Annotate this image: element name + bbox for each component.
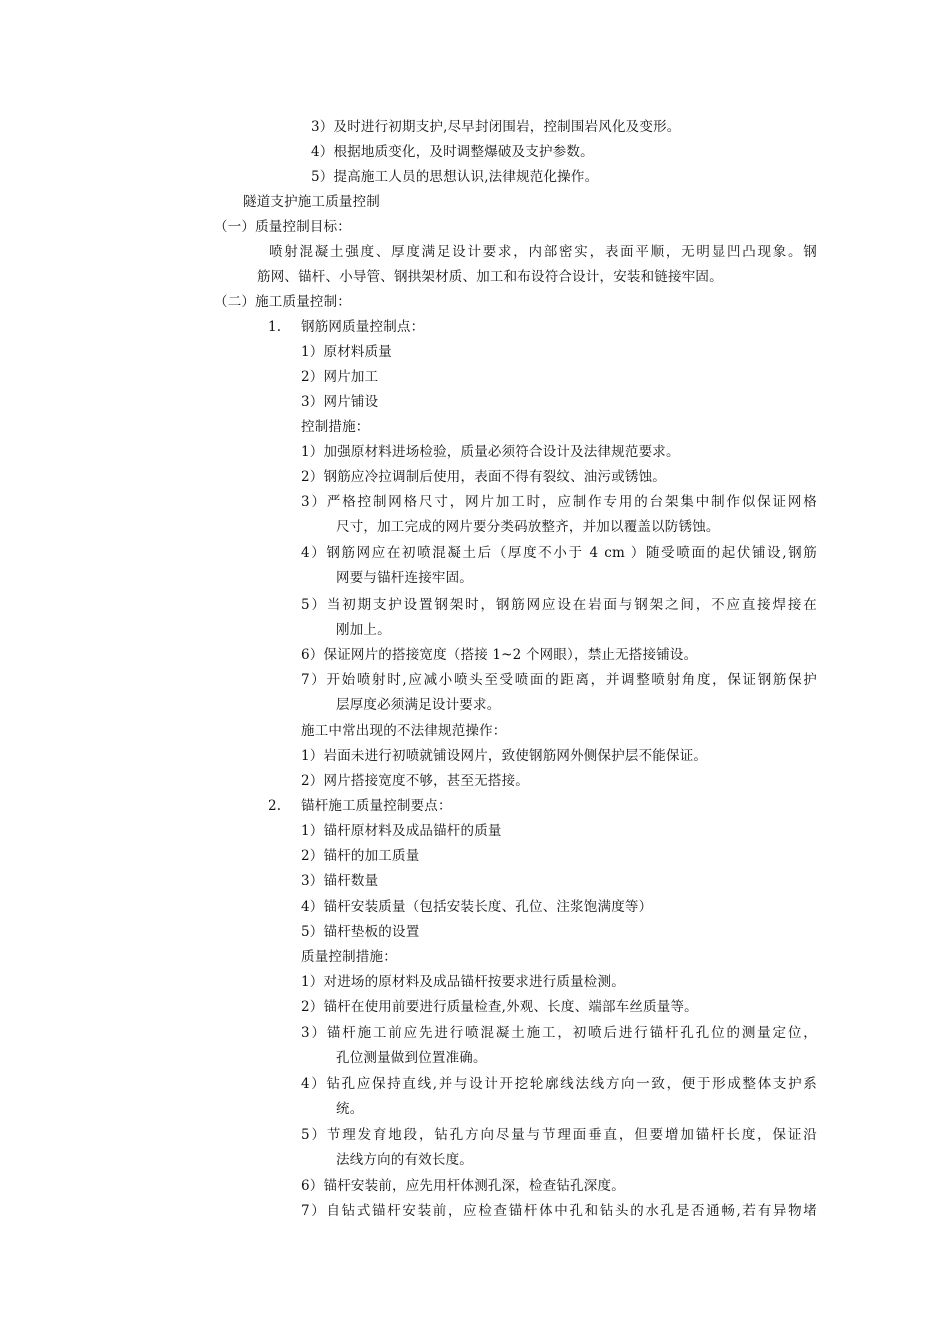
list-item: 1）原材料质量 (301, 344, 392, 360)
list-item-continued: 网要与锚杆连接牢固。 (336, 570, 473, 586)
subsection-heading: （二）施工质量控制： (214, 294, 351, 310)
list-item: 2）网片加工 (301, 369, 379, 385)
list-item: 5）节理发育地段，钻孔方向尽量与节理面垂直，但要增加锚杆长度，保证沿 (301, 1127, 817, 1143)
list-item: 2）锚杆的加工质量 (301, 848, 420, 864)
list-heading: 钢筋网质量控制点： (301, 319, 425, 335)
list-item-continued: 法线方向的有效长度。 (336, 1152, 473, 1168)
text-line: 筋网、锚杆、小导管、钢拱架材质、加工和布设符合设计，安装和链接牢固。 (257, 269, 723, 285)
list-item: 5）锚杆垫板的设置 (301, 924, 420, 940)
list-heading: 控制措施： (301, 419, 370, 435)
list-item: 7）自钻式锚杆安装前，应检查锚杆体中孔和钻头的水孔是否通畅,若有异物堵 (301, 1203, 817, 1219)
list-item-continued: 统。 (336, 1101, 364, 1117)
text-line: 4）根据地质变化，及时调整爆破及支护参数。 (311, 144, 594, 160)
list-item: 3）严格控制网格尺寸，网片加工时，应制作专用的台架集中制作似保证网格 (301, 494, 817, 510)
list-item: 3）锚杆数量 (301, 873, 379, 889)
list-item: 4）钢筋网应在初喷混凝土后（厚度不小于 4 cm ）随受喷面的起伏铺设,钢筋 (301, 545, 817, 561)
list-item: 1）加强原材料进场检验，质量必须符合设计及法律规范要求。 (301, 444, 680, 460)
list-item: 4）锚杆安装质量（包括安装长度、孔位、注浆饱满度等） (301, 899, 653, 915)
list-item: 3）网片铺设 (301, 394, 379, 410)
list-item: 2）网片搭接宽度不够，甚至无搭接。 (301, 773, 529, 789)
list-number: 2. (268, 798, 282, 814)
list-item: 5）当初期支护设置钢架时，钢筋网应设在岩面与钢架之间，不应直接焊接在 (301, 597, 817, 613)
list-item: 3）锚杆施工前应先进行喷混凝土施工，初喷后进行锚杆孔孔位的测量定位， (301, 1025, 817, 1041)
text-line: 5）提高施工人员的思想认识,法律规范化操作。 (311, 169, 599, 185)
list-item: 2）锚杆在使用前要进行质量检查,外观、长度、端部车丝质量等。 (301, 999, 698, 1015)
list-item: 6）保证网片的搭接宽度（搭接 1~2 个网眼），禁止无搭接铺设。 (301, 647, 698, 663)
list-number: 1. (268, 319, 282, 335)
list-item-continued: 尺寸，加工完成的网片要分类码放整齐，并加以覆盖以防锈蚀。 (336, 519, 720, 535)
list-item: 1）岩面未进行初喷就铺设网片，致使钢筋网外侧保护层不能保证。 (301, 748, 708, 764)
list-item: 6）锚杆安装前，应先用杆体测孔深，检查钻孔深度。 (301, 1178, 625, 1194)
list-item: 4）钻孔应保持直线,并与设计开挖轮廓线法线方向一致，便于形成整体支护系 (301, 1076, 817, 1092)
text-line: 3）及时进行初期支护,尽早封闭围岩，控制围岩风化及变形。 (311, 119, 681, 135)
list-item: 1）锚杆原材料及成品锚杆的质量 (301, 823, 502, 839)
list-item-continued: 层厚度必须满足设计要求。 (336, 697, 501, 713)
list-item: 1）对进场的原材料及成品锚杆按要求进行质量检测。 (301, 974, 625, 990)
list-heading: 施工中常出现的不法律规范操作： (301, 723, 507, 739)
subsection-heading: （一）质量控制目标： (214, 219, 351, 235)
list-heading: 锚杆施工质量控制要点： (301, 798, 452, 814)
list-heading: 质量控制措施： (301, 949, 397, 965)
list-item: 2）钢筋应冷拉调制后使用，表面不得有裂纹、油污或锈蚀。 (301, 469, 666, 485)
list-item: 7）开始喷射时,应减小喷头至受喷面的距离，并调整喷射角度，保证钢筋保护 (301, 672, 817, 688)
text-line: 喷射混凝土强度、厚度满足设计要求，内部密实，表面平顺，无明显凹凸现象。钢 (269, 244, 817, 260)
list-item-continued: 孔位测量做到位置准确。 (336, 1050, 487, 1066)
section-heading: 隧道支护施工质量控制 (243, 194, 380, 210)
list-item-continued: 刚加上。 (336, 622, 391, 638)
